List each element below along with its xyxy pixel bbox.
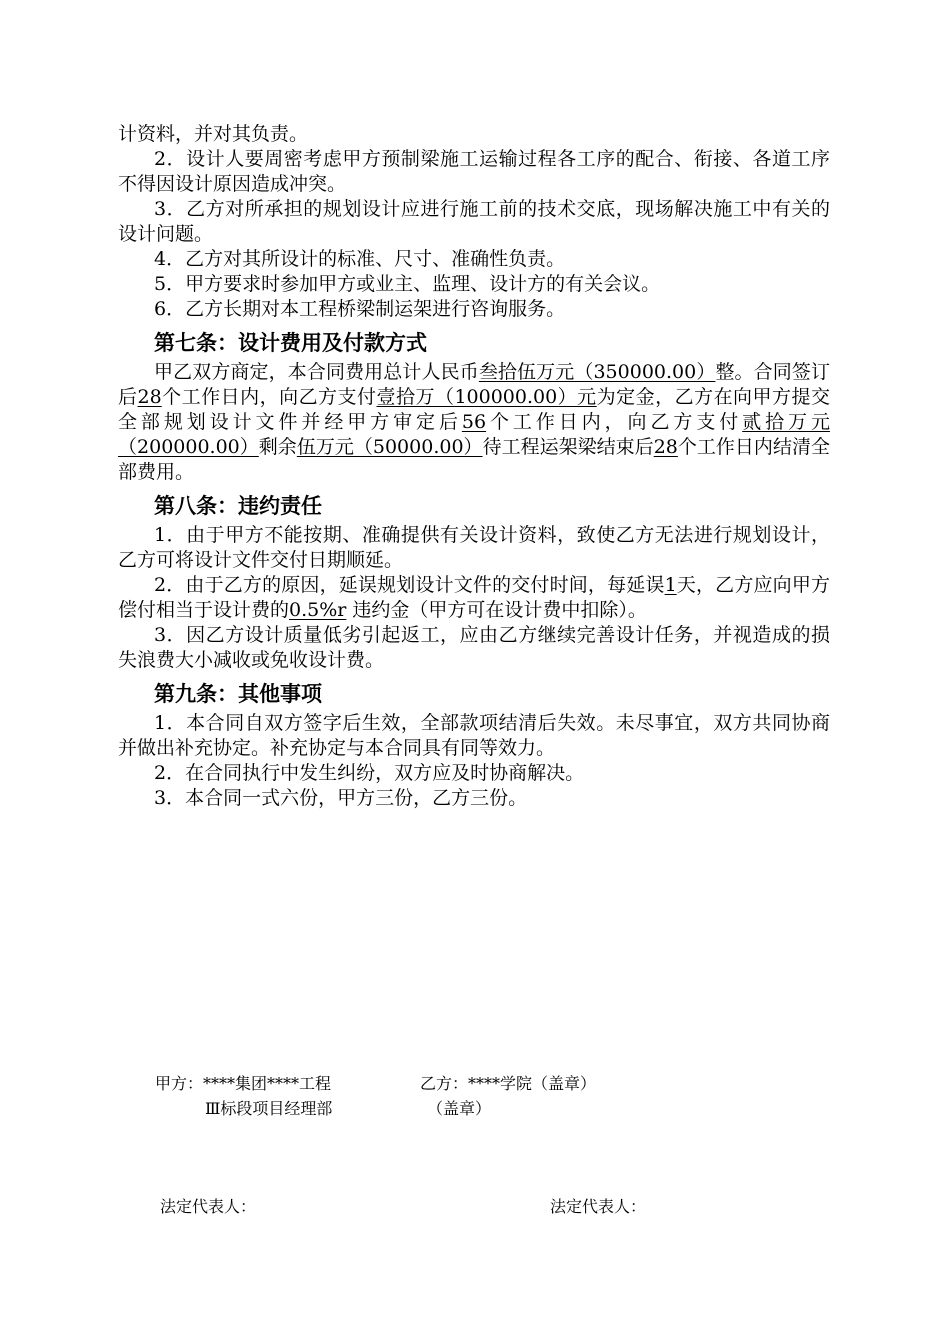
article7-heading: 第七条：设计费用及付款方式	[154, 331, 427, 355]
contract-body	[118, 122, 830, 811]
text: 违约金（甲方可在设计费中扣除）。	[346, 599, 647, 621]
days-2: 56	[461, 411, 487, 433]
party-a-department: Ⅲ标段项目经理部	[205, 1099, 333, 1118]
text: 个工作日内，向乙方支付	[161, 386, 377, 408]
party-a-name: 甲方：****集团****工程	[155, 1074, 332, 1093]
party-b-seal: （盖章）	[427, 1099, 492, 1118]
remaining-payment: 伍万元（50000.00）	[296, 436, 483, 458]
article8-item-1: 1．由于甲方不能按期、准确提供有关设计资料，致使乙方无法进行规划设计，乙方可将设计文件交付日期顺延。	[118, 524, 830, 571]
article6-item-2: 2．设计人要周密考虑甲方预制梁施工运输过程各工序的配合、衔接、各道工序不得因设计原因造成冲突。	[118, 148, 830, 195]
text: 甲乙双方商定，本合同费用总计人民币	[154, 361, 479, 383]
text: 2．由于乙方的原因，延误规划设计文件的交付时间，每延误	[154, 574, 665, 596]
text: 个工作日内结清全部费用。	[118, 436, 830, 483]
days-3: 28	[653, 436, 678, 458]
deposit-amount: 壹拾万（100000.00）元	[376, 386, 597, 408]
text: 待工程运架梁结束后	[482, 436, 654, 458]
article8-item-3: 3．因乙方设计质量低劣引起返工，应由乙方继续完善设计任务，并视造成的损失浪费大小减收或免收设计费。	[118, 624, 830, 671]
article8-heading: 第八条：违约责任	[154, 494, 322, 518]
text: 天，乙方应向甲方偿付相当于设计费的	[118, 574, 830, 621]
second-payment: 贰拾万元（200000.00）	[118, 411, 830, 458]
article9-item-1: 1．本合同自双方签字后生效，全部款项结清后失效。未尽事宜，双方共同协商并做出补充协定。补充协定与本合同具有同等效力。	[118, 712, 830, 759]
party-b-name: 乙方：****学院（盖章）	[420, 1074, 597, 1093]
article7-paragraph	[118, 360, 830, 485]
party-b-legal-rep: 法定代表人：	[550, 1197, 647, 1216]
total-amount: 叁拾伍万元（350000.00）	[478, 361, 716, 383]
text: 整。合同签订后	[118, 361, 830, 408]
penalty-rate: 0.5%r	[289, 599, 347, 621]
party-a-legal-rep: 法定代表人：	[160, 1197, 257, 1216]
article6-item-3: 3．乙方对所承担的规划设计应进行施工前的技术交底，现场解决施工中有关的设计问题。	[118, 198, 830, 245]
delay-days: 1	[664, 574, 677, 596]
article6-item-4: 4．乙方对其所设计的标准、尺寸、准确性负责。	[154, 248, 566, 270]
article9-item-3: 3．本合同一式六份，甲方三份，乙方三份。	[154, 787, 528, 809]
text: 为定金，乙方在向甲方提交全部规划设计文件并经甲方审定后	[118, 386, 830, 433]
article8-item-2	[118, 573, 830, 623]
article6-tail-line: 计资料，并对其负责。	[118, 123, 309, 145]
text: 剩余	[258, 436, 297, 458]
text: 个工作日内，向乙方支付	[486, 411, 743, 433]
article6-item-5: 5．甲方要求时参加甲方或业主、监理、设计方的有关会议。	[154, 273, 661, 295]
article9-heading: 第九条：其他事项	[154, 682, 322, 706]
article6-item-6: 6．乙方长期对本工程桥梁制运架进行咨询服务。	[154, 298, 566, 320]
days-1: 28	[137, 386, 162, 408]
article9-item-2: 2．在合同执行中发生纠纷，双方应及时协商解决。	[154, 762, 585, 784]
